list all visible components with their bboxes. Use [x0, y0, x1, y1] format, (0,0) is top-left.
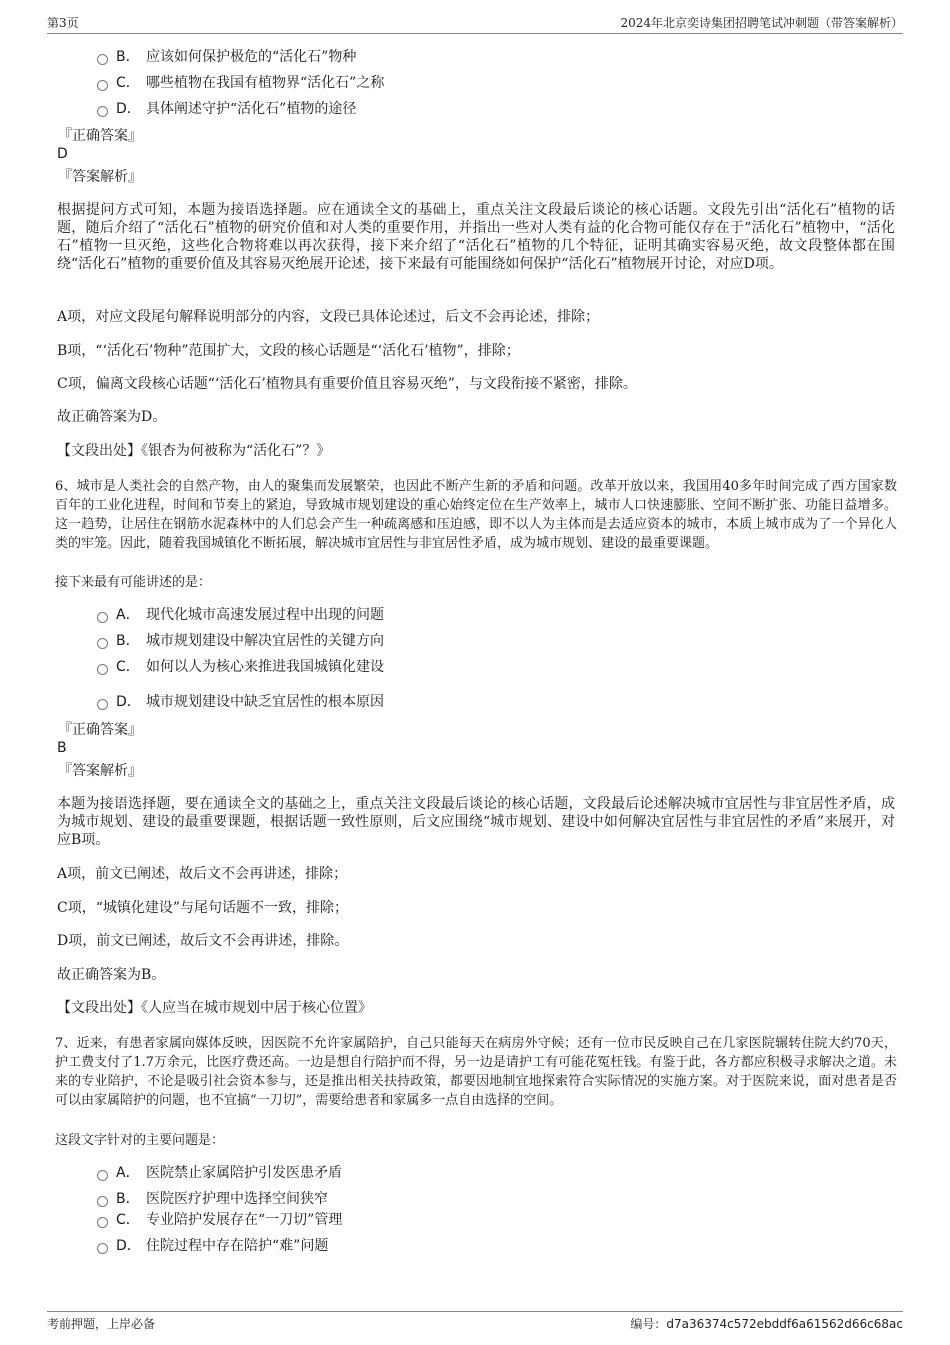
radio-icon[interactable] — [97, 1196, 108, 1207]
q6-option-c[interactable]: C． 如何以人为核心来推进我国城镇化建设 — [97, 658, 384, 676]
q7-option-b[interactable]: B． 医院医疗护理中选择空间狭窄 — [97, 1190, 328, 1208]
q5-analysis: 根据提问方式可知，本题为接语选择题。应在通读全文的基础上，重点关注文段最后谈论的核心话题。文段先引出“活化石”植物的话题，随后介绍了“活化石”植物的研究价值和对人类的重要作用，并指出一些对人类有益的化合物可能仅存在于“活化石”植物中，“活化石”植物一旦灭绝，这些化合物将难以再次获得，接下来介绍了“活化石”植物的几个特征，证明其确实容易灭绝，故文段整体都在围绕“活化石”植物的重要价值及其容易灭绝展开论述，接下来最有可能围绕如何保护“活化石”植物展开讨论，对应D项。 — [57, 202, 895, 272]
q5-option-d[interactable]: D． 具体阐述守护“活化石”植物的途径 — [97, 100, 356, 118]
q5-answer-label: 『正确答案』 — [58, 128, 142, 144]
q6-source: 【文段出处】《人应当在城市规划中居于核心位置》 — [57, 1000, 372, 1016]
q5-analysis-label: 『答案解析』 — [58, 169, 142, 185]
document-code-value: d7a36374c572ebddf6a61562d66c68ac — [666, 1317, 903, 1331]
q6-prompt: 接下来最有可能讲述的是： — [55, 575, 212, 590]
footer-divider — [47, 1311, 903, 1312]
q6-option-b[interactable]: B． 城市规划建设中解决宜居性的关键方向 — [97, 632, 384, 650]
q5-analysis-b: B项，“‘活化石’物种”范围扩大，文段的核心话题是“‘活化石’植物”，排除； — [57, 343, 520, 359]
footer-slogan: 考前押题，上岸必备 — [47, 1317, 156, 1331]
radio-icon[interactable] — [97, 699, 108, 710]
q6-analysis: 本题为接语选择题，要在通读全文的基础之上，重点关注文段最后谈论的核心话题，文段最后论述解决城市宜居性与非宜居性矛盾，成为城市规划、建设的最重要课题，根据话题一致性原则，后文应围绕“城市规划、建设中如何解决宜居性与非宜居性的矛盾”来展开，对应B项。 — [57, 796, 895, 848]
radio-icon[interactable] — [97, 1243, 108, 1254]
q7-option-a[interactable]: A． 医院禁止家属陪护引发医患矛盾 — [97, 1164, 342, 1182]
radio-icon[interactable] — [97, 1217, 108, 1228]
q5-analysis-a: A项，对应文段尾句解释说明部分的内容，文段已具体论述过，后文不会再论述，排除； — [57, 309, 600, 325]
radio-icon[interactable] — [97, 612, 108, 623]
q6-answer-label: 『正确答案』 — [58, 722, 142, 738]
q5-conclusion: 故正确答案为D。 — [57, 409, 167, 425]
radio-icon[interactable] — [97, 54, 108, 65]
q6-analysis-label: 『答案解析』 — [58, 763, 142, 779]
q6-analysis-c: C项，“城镇化建设”与尾句话题不一致，排除； — [57, 900, 349, 916]
q6-answer: B — [57, 740, 67, 756]
radio-icon[interactable] — [97, 638, 108, 649]
header-divider — [47, 33, 903, 34]
document-code — [630, 1315, 903, 1332]
q5-option-b[interactable]: B． 应该如何保护极危的“活化石”物种 — [97, 48, 356, 66]
q7-option-c[interactable]: C． 专业陪护发展存在“一刀切”管理 — [97, 1211, 342, 1229]
radio-icon[interactable] — [97, 664, 108, 675]
q6-conclusion: 故正确答案为B。 — [57, 967, 166, 983]
q6-option-d[interactable]: D． 城市规划建设中缺乏宜居性的根本原因 — [97, 693, 384, 711]
page-number: 第3页 — [47, 16, 79, 30]
document-title: 2024年北京奕诗集团招聘笔试冲刺题（带答案解析） — [620, 16, 903, 30]
q7-stem: 7、近来，有患者家属向媒体反映，因医院不允许家属陪护，自己只能每天在病房外守候；还有一位市民反映自己在几家医院辗转住院大约70天，护工费支付了1.7万余元，比医疗费还高。一边是想自行陪护而不得，另一边是请护工有可能花冤枉钱。有鉴于此，各方都应积极寻求解决之道。未来的专业陪护，不论是吸引社会资本参与，还是推出相关扶持政策，都要因地制宜地探索符合实际情况的实施方案。对于医院来说，面对患者是否可以由家属陪护的问题，也不宜搞“一刀切”，需要给患者和家属多一点自由选择的空间。 — [55, 1036, 897, 1108]
q5-source: 【文段出处】《银杏为何被称为“活化石”？》 — [57, 443, 331, 459]
q5-analysis-c: C项，偏离文段核心话题“‘活化石’植物具有重要价值且容易灭绝”，与文段衔接不紧密，排除。 — [57, 376, 637, 392]
document-code-label: 编号： — [630, 1317, 667, 1331]
radio-icon[interactable] — [97, 80, 108, 91]
radio-icon[interactable] — [97, 106, 108, 117]
q6-stem: 6、城市是人类社会的自然产物，由人的聚集而发展繁荣，也因此不断产生新的矛盾和问题。改革开放以来，我国用40多年时间完成了西方国家数百年的工业化进程，时间和节奏上的紧迫，导致城市规划建设的重心始终定位在生产效率上，城市人口快速膨胀、空间不断扩张、功能日益增多。这一趋势，让居住在钢筋水泥森林中的人们总会产生一种疏离感和压迫感，即不以人为主体而是去适应资本的城市，本质上城市成为了一个异化人类的牢笼。因此，随着我国城镇化不断拓展，解决城市宜居性与非宜居性矛盾，成为城市规划、建设的最重要课题。 — [55, 479, 897, 551]
q5-answer: D — [57, 146, 68, 162]
q6-analysis-a: A项，前文已阐述，故后文不会再讲述，排除； — [57, 866, 348, 882]
q7-option-d[interactable]: D． 住院过程中存在陪护“难”问题 — [97, 1237, 328, 1255]
page-header — [47, 14, 903, 32]
q7-prompt: 这段文字针对的主要问题是： — [55, 1133, 225, 1148]
radio-icon[interactable] — [97, 1170, 108, 1181]
q6-analysis-d: D项，前文已阐述，故后文不会再讲述，排除。 — [57, 933, 349, 949]
q5-option-c[interactable]: C． 哪些植物在我国有植物界“活化石”之称 — [97, 74, 384, 92]
q6-option-a[interactable]: A． 现代化城市高速发展过程中出现的问题 — [97, 606, 384, 624]
